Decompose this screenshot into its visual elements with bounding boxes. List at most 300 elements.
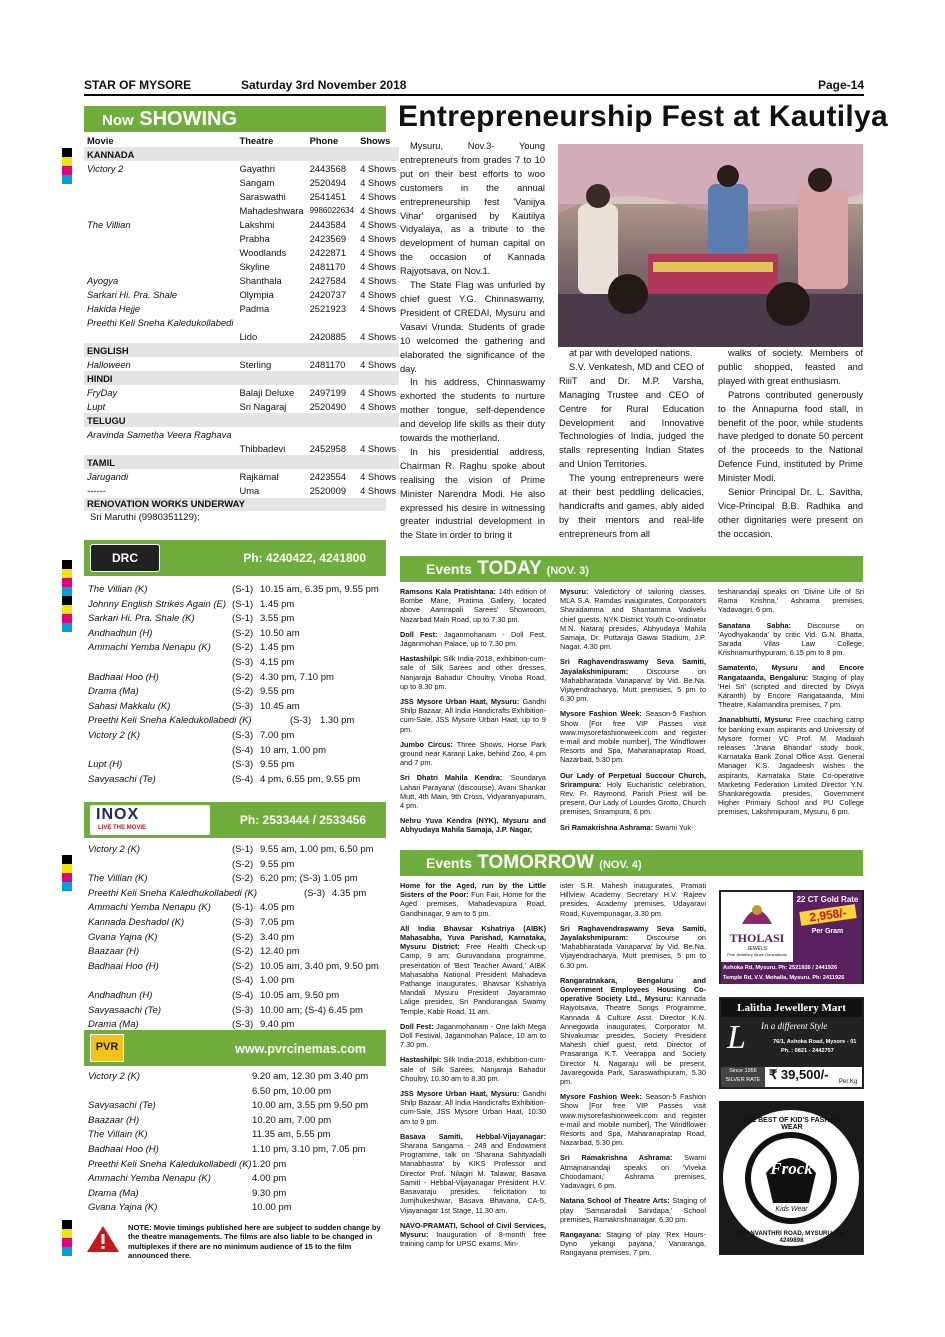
theatre-cell: [236, 315, 306, 329]
language-label: KANNADA: [84, 147, 399, 161]
screen-number: (S-3): [232, 1019, 254, 1031]
show-times: 9.55 pm: [260, 759, 295, 771]
language-row: [84, 343, 399, 357]
schedule-row: [84, 932, 386, 947]
show-times: 7.00 pm: [260, 729, 295, 741]
schedule-row: [84, 844, 386, 859]
article-column-2: [559, 347, 704, 542]
schedule-row: [84, 599, 386, 614]
gold-rate-title: 22 CT Gold Rate: [796, 895, 859, 904]
screen-number: (S-2): [232, 946, 254, 958]
registration-marks: [62, 1220, 72, 1256]
schedule-row: [84, 657, 386, 672]
phone-cell: 2423569: [309, 232, 347, 244]
shows-cell: 4 Shows: [360, 400, 397, 412]
drc-banner: [84, 540, 386, 576]
event-details: Staging of play 'Rex Hours-Dyno yekangi payana,' Vanaranga, Rangayana premises, 7 pm.: [560, 1229, 706, 1258]
schedule-row: [84, 642, 386, 657]
movie-name: Ammachi Yemba Nenapu (K): [88, 902, 211, 914]
language-label: TAMIL: [84, 455, 399, 469]
show-times: 1.10 pm, 3.10 pm, 7.05 pm: [252, 1143, 366, 1155]
children-at-stall-image: [558, 144, 863, 347]
theatre-cell: Saraswathi: [239, 190, 286, 202]
event-item: [560, 771, 706, 817]
movie-name: Gvana Yajna (K): [88, 1202, 158, 1214]
tholasi-jewels-ad[interactable]: [719, 890, 864, 984]
screen-number: (S-4): [232, 744, 254, 756]
language-row: [84, 371, 399, 385]
schedule-row: [84, 730, 386, 745]
event-organiser: Sanatana Sabha:: [718, 620, 791, 630]
article-paragraph: The State Flag was unfurled by chief guest Y.G. Chinnaswamy, President of CREDAI, Mysuru and Vasavi Vrunda. Students of grade 10 welcomed the gathering and elaborated the significance of the day.: [400, 280, 545, 374]
show-times: 4.15 pm: [260, 656, 295, 668]
event-item: [560, 1092, 706, 1147]
show-times: 10.50 am: [260, 627, 300, 639]
table-row: [84, 385, 399, 399]
theatre-cell: Sterling: [239, 358, 272, 370]
event-item: [718, 621, 864, 658]
movie-name: Johnny English Strikes Again (E): [88, 598, 226, 610]
registration-marks: [62, 855, 72, 891]
phone-cell: 2427584: [309, 274, 347, 286]
schedule-row: [84, 946, 386, 961]
movie-name: Preethi Keli Sneha Kaledukollabedi (K): [88, 715, 252, 727]
movie-cell: ------: [87, 484, 106, 496]
article-column-1: [400, 140, 545, 543]
event-organiser: Sri Ramakrishna Ashrama:: [560, 822, 654, 832]
phone-cell: 2520490: [309, 400, 347, 412]
schedule-row: [84, 1129, 386, 1144]
event-item: [400, 587, 546, 624]
event-organiser: Sri Ramakrishna Ashrama:: [560, 1153, 673, 1163]
movie-name: The Villian (K): [88, 584, 148, 595]
events-label: Events: [426, 561, 472, 577]
movie-name: Andhadhun (H): [88, 989, 153, 1001]
movie-name: Drama (Ma): [88, 1019, 139, 1031]
movie-cell: [84, 231, 236, 245]
movie-name: Ammachi Yemba Nenapu (K): [88, 642, 211, 654]
note-text: NOTE: Movie timings published here are subject to sudden change by the theatre managements. The films are also liable to be changed in multiplexes if there are no minimum audience of 15 to the film announced there.: [128, 1223, 381, 1261]
phone-cell: 9986022634: [309, 205, 355, 215]
show-times: 4.05 pm: [260, 902, 295, 914]
theatre-cell: Woodlands: [239, 246, 287, 258]
event-details: Sharana Sangama - 249 and Endowment Programme, talk on 'Sharana Sahityadalli Manabhastra' by KIKS Professor and Director Prof. Nilagiri M. Talawar, Basava Samiti - Hebbal-Vijayanagar President H.V. Basavaraju presides, felicitation to Jumjhukeshwar, Basava Bhavana, CA-5, Vijayanagar 1st Stage, 11.30 am.: [400, 1141, 546, 1215]
event-details: Holy Eucharistic celebration, Rev. Fr. Raymond, Parish Priest will be present, Our Lady of Lourdes Grotto, Church premises, Srirampura, 6 pm.: [560, 779, 706, 817]
movie-cell: [84, 329, 236, 343]
show-times: 6.50 pm, 10.00 pm: [252, 1085, 332, 1097]
event-details: Discourse on 'Mahabharatada Vanaparva' by Vid. Be.Na. Vijayendracharya, Mutt premises, 5 pm to 6.30 pm.: [560, 933, 706, 970]
event-details: Silk India-2018, exhibition-cum-sale of Silk Sarees and other dresses, Nanjaraja Bahadur Choultry, Vinoba Road, up to 8.30 pm.: [400, 654, 546, 691]
table-row: [84, 273, 399, 287]
event-item: [560, 976, 706, 1086]
article-paragraph: S.V. Venkatesh, MD and CEO of RiiiT and Dr. M.P. Varsha, Managing Trustee and CEO of Centre for Rural Education Development and Innovative Technologies of India, judged the stalls representing Indian States and Union Territories.: [559, 361, 704, 470]
article-paragraph: Patrons contributed generously to the Annapurna food stall, in benefit of the poor, while students have pledged to donate 50 percent of the proceeds to the National Defence Fund, instituted by Prime Minister Modi.: [718, 389, 863, 484]
events-label: Events: [426, 855, 472, 871]
theatre-cell: Sangam: [239, 176, 275, 188]
show-times: 10.20 am, 7.00 pm: [252, 1114, 332, 1126]
screen-number: (S-2): [232, 931, 254, 943]
phone-cell: 2420737: [309, 288, 347, 300]
event-item: [560, 881, 706, 918]
event-organiser: Sri Raghavendraswamy Seva Samiti, Jayalakshmipuram:: [560, 923, 706, 943]
table-row: [84, 329, 399, 343]
event-details: Three Shows, Horse Park ground near Karanji Lake, behind Zoo, 4 pm and 7 pm.: [400, 739, 546, 768]
event-organiser: JSS Mysore Urban Haat, Mysuru:: [400, 697, 520, 707]
event-organiser: Mysuru:: [560, 587, 589, 596]
event-item: [400, 881, 546, 918]
language-label: TELUGU: [84, 413, 399, 427]
language-row: [84, 147, 399, 161]
event-organiser: Hastashilpi:: [400, 654, 442, 664]
event-details: 14th edition of Bombe Mane, Pratima Gallery, located above Aamrapali Sarees' Showroom, Nazarbad Main Road, up to 7.30 pm.: [400, 587, 546, 624]
inox-schedule: [84, 844, 386, 1034]
show-times: 9.40 pm: [260, 1019, 295, 1031]
shows-cell: [357, 315, 399, 329]
events-today-column-3: [718, 587, 864, 823]
inox-phone: Ph: 2533444 / 2533456: [239, 813, 366, 827]
screen-number: (S-4): [232, 975, 254, 987]
event-details: Free coaching camp for banking exam aspirants and University of Mysore former VC Prof. M. Madaiah releases 'Jnana Bhandar' study book, Karnataka Bank Zonal Office Asst. General Manager K.S. Jagadeesh wishes the aspirants, Karnataka State Co-operative Marketing Federation Limited Director Y.N. Shankaregowda presides, Government Higher Primary School and PU College premises, Lakshmipuram, Mysuru, 6 pm.: [718, 715, 865, 817]
movie-name: Ammachi Yemba Nenapu (K): [88, 1173, 211, 1185]
drc-logo: DRC: [90, 544, 160, 572]
article-paragraph: Senior Principal Dr. L. Savitha, Vice-Principal B.B. Radhika and other dignitaries were present on the occasion.: [718, 487, 863, 539]
show-times: 9.55 pm: [260, 858, 295, 870]
silver-rate-unit: Per Kg: [839, 1079, 858, 1085]
schedule-row: [84, 917, 386, 932]
table-row: [84, 469, 399, 483]
movie-name: Savyasachi (Te): [88, 773, 156, 785]
schedule-row: [84, 1086, 386, 1101]
movie-cell: [84, 259, 236, 273]
renovation-theatre: Sri Maruthi (9980351129);: [90, 512, 200, 523]
col-shows: Shows: [357, 133, 399, 147]
theatre-cell: Uma: [239, 484, 260, 496]
schedule-row: [84, 774, 386, 789]
event-organiser: All India Bhavsar Kshatriya (AIBK) Mahasabha, Yuva Parishad, Karnataka, Mysuru District:: [400, 923, 546, 952]
screen-number: (S-1): [232, 584, 254, 595]
shows-cell: 4 Shows: [360, 190, 397, 202]
shows-cell: 4 Shows: [360, 330, 397, 342]
movie-name: Badhaai Hoo (H): [88, 1143, 159, 1155]
show-times: 3.40 pm: [260, 931, 295, 943]
theatre-cell: Shanthala: [239, 274, 282, 286]
event-item: [718, 715, 864, 816]
event-organiser: Rangayana:: [560, 1229, 602, 1239]
movie-name: The Villian (K): [88, 873, 148, 885]
phone-cell: 2481170: [309, 260, 346, 272]
shows-cell: 4 Shows: [360, 204, 397, 216]
event-item: [560, 1230, 706, 1258]
movie-name: Baazaar (H): [88, 946, 140, 958]
screen-number: (S-2): [232, 858, 254, 870]
event-organiser: Doll Fest:: [400, 1021, 434, 1031]
event-details: Gandhi Shilp Bazaar, All India Handicrafts Exhibition-cum-Sale, JSS Mysore Urban Haat, 10.30 am to 9 pm.: [400, 1089, 546, 1126]
schedule-row: [84, 672, 386, 687]
movie-cell: [84, 203, 236, 217]
screen-number: (S-1): [232, 613, 254, 625]
table-row: [84, 161, 399, 175]
show-times: 1.20 pm: [252, 1158, 287, 1170]
article-paragraph: In his address, Chinnaswamy exhorted the students to nurture mother tongue, self-dependence and develop life skills as their duty towards the motherland.: [400, 377, 545, 444]
events-tomorrow-column-2: [560, 881, 706, 1264]
table-row: [84, 231, 399, 245]
show-times: 10.45 am: [260, 700, 300, 712]
event-details: Season-5 Fashion Show [For free VIP Passes visit www.mysorefashionweek.com and register e-mail and mobile number], The Windflower Resorts and Spa, Maharanapratap Road, Nazarbad, 5.30 pm.: [560, 1092, 706, 1148]
table-row: [84, 259, 399, 273]
screen-number: (S-2): [232, 960, 254, 972]
movie-cell: Jarugandi: [87, 470, 129, 482]
movie-name: Victory 2 (K): [88, 729, 141, 741]
table-row: [84, 245, 399, 259]
movie-name: Victory 2 (K): [88, 844, 141, 855]
event-item: [400, 1221, 546, 1249]
lalitha-phone: Ph. : 0821 - 2442757: [781, 1048, 834, 1054]
movie-name: Preethi Keli Sneha Kaledukollabedi (K): [88, 1158, 252, 1170]
show-times: 9.55 pm: [260, 686, 295, 698]
movie-cell: [84, 175, 236, 189]
peacock-logo-icon: [737, 896, 777, 926]
phone-cell: 2481170: [309, 358, 346, 370]
schedule-row: [84, 745, 386, 760]
movie-name: Drama (Ma): [88, 1187, 139, 1199]
schedule-row: [84, 1159, 386, 1174]
screen-number: (S-3): [232, 916, 254, 928]
event-details: Discourse on 'Ayodhyakanda' by critic Vid. G.N. Bhatta, Sarada Vilas Law College, Krishnamurthypuram, 6.15 pm to 8 pm.: [718, 620, 864, 658]
tomorrow-date: (NOV. 4): [599, 859, 642, 871]
event-item: [560, 587, 706, 651]
phone-cell: 2422871: [309, 246, 347, 258]
now-showing-heading: [84, 106, 386, 132]
event-details: Jaganmohanam - One lakh Mega Doll Festival, Jaganmohan Palace, 10 am to 7.30 pm.: [400, 1021, 547, 1050]
event-item: [560, 657, 706, 703]
event-organiser: Home for the Aged, run by the Little Sisters of the Poor:: [400, 881, 546, 900]
table-header-row: [84, 133, 399, 147]
theatre-cell: Thibbadevi: [239, 442, 286, 454]
pvr-schedule: [84, 1071, 386, 1217]
schedule-row: [84, 613, 386, 628]
movie-name: Drama (Ma): [88, 686, 139, 698]
show-times: 10.05 am, 9.50 pm: [260, 989, 340, 1001]
event-item: [400, 740, 546, 768]
screen-number: (S-4): [232, 773, 254, 785]
gold-rate-unit: Per Gram: [811, 928, 844, 935]
schedule-row: [84, 1005, 386, 1020]
screen-number: (S-3): [290, 715, 312, 727]
pvr-banner: [84, 1030, 386, 1066]
show-times: 4.35 pm: [332, 887, 367, 899]
schedule-row: [84, 628, 386, 643]
lalitha-address: 76/1, Ashoka Road, Mysore - 01: [773, 1039, 857, 1045]
shows-cell: 4 Shows: [360, 484, 397, 496]
page-number: Page-14: [817, 78, 864, 92]
show-times: 9.20 am, 12.30 pm 3.40 pm: [252, 1071, 369, 1082]
paper-name: STAR OF MYSORE: [84, 78, 192, 92]
lalitha-tagline: In a different Style: [761, 1021, 828, 1031]
screen-number: (S-3): [304, 887, 326, 899]
page-header: [84, 78, 864, 96]
event-details: ister S.R. Mahesh inaugurates, Pramati Hillview Academy Secretary H.V. Rajeev presides, Academy premises, Udayaravi Road, Kuvempunagar, 3.30 pm.: [560, 881, 706, 918]
now-showing-table: [84, 133, 399, 497]
event-details: Free Health Check-up Camp, 9 am; Guruvandana programme, presentation of 'Best Teacher Award,' AIBK Mahasabha National President Mahadeva Pathange inaugurates, Bhavsar Kshatriya Mandali Mysuru President Jayaramrao Lalige presides, Sri Pandurangaa Swamy Temple, Kabir Road, 11 am.: [400, 942, 546, 1016]
event-organiser: Basava Samiti, Hebbal-Vijayanagar:: [400, 1131, 546, 1141]
schedule-row: [84, 1100, 386, 1115]
phone-cell: 2443584: [309, 218, 347, 230]
table-row: [84, 427, 399, 441]
today-date: (NOV. 3): [546, 565, 589, 577]
event-details: Staging of play 'Samsaradali Sanidapa,' School premises, Ramakrishnanagar, 6.30 pm.: [560, 1196, 706, 1224]
event-item: [718, 663, 864, 709]
events-tomorrow-column-1: [400, 881, 546, 1254]
phone-cell: 2443568: [309, 162, 347, 174]
movie-name: Badhaai Hoo (H): [88, 960, 159, 972]
timings-note: [84, 1222, 386, 1261]
event-item: [400, 1132, 546, 1215]
movie-name: Sahasi Makkalu (K): [88, 700, 171, 712]
theatre-cell: Sri Nagaraj: [239, 400, 287, 412]
movie-cell: [84, 245, 236, 259]
events-today-heading: [400, 556, 863, 582]
col-movie: Movie: [84, 133, 236, 147]
show-times: 4.00 pm: [252, 1173, 287, 1185]
movie-cell: Aravinda Sametha Veera Raghava: [87, 428, 232, 440]
frock-kidswear-ad[interactable]: [719, 1101, 864, 1255]
theatre-cell: Gayathri: [239, 162, 275, 174]
event-item: [400, 1055, 546, 1083]
drc-schedule: [84, 584, 386, 788]
table-row: [84, 203, 399, 217]
event-item: [400, 816, 546, 834]
phone-cell: 2520009: [309, 484, 347, 496]
schedule-row: [84, 961, 386, 976]
screen-number: (S-1): [232, 844, 254, 855]
heading-showing: SHOWING: [139, 108, 238, 130]
show-times: 1.00 pm: [260, 975, 295, 987]
tomorrow-label: TOMORROW: [477, 852, 595, 873]
movie-name: Preethi Keli Sneha Kaledhukollabedi (K): [88, 887, 257, 899]
event-details: Valedictory of tailoring classes, MLA S.A. Ramdas inaugurates, Corporators Sharadamma and Shantamma Vadivelu chief guests, NYK District Youth Co-ordinator M.N. Nataraj presides, Abhyudaya Mahila Samaja, Dr. Puttaraja Gawai Stadium, J.P. Nagar, 4.30 pm.: [560, 587, 706, 652]
event-details: Inauguration of 8-month free training camp for UPSC exams, Min-: [400, 1229, 546, 1249]
show-times: 1.45 pm: [260, 642, 295, 654]
registration-marks: [62, 148, 72, 184]
shows-cell: 4 Shows: [360, 162, 397, 174]
show-times: 6.20 pm; (S-3) 1.05 pm: [260, 873, 358, 885]
screen-number: (S-2): [232, 873, 254, 885]
schedule-row: [84, 1144, 386, 1159]
movie-cell: FryDay: [87, 386, 118, 398]
inox-tagline: LIVE THE MOVIE: [98, 825, 147, 831]
phone-cell: [307, 315, 358, 329]
movie-cell: Victory 2: [87, 162, 124, 174]
screen-number: (S-3): [232, 700, 254, 712]
schedule-row: [84, 990, 386, 1005]
event-item: [400, 1089, 546, 1126]
theatre-cell: Padma: [239, 302, 270, 314]
movie-name: Savyasaachi (Te): [88, 1004, 162, 1016]
schedule-row: [84, 859, 386, 874]
phone-cell: 2420885: [309, 330, 347, 342]
movie-cell: Ayogya: [87, 274, 119, 286]
pvr-logo: PVR: [90, 1034, 124, 1062]
theatre-cell: [236, 427, 306, 441]
event-organiser: Sri Dhatri Mahila Kendra:: [400, 773, 503, 783]
event-details: 'Soundarya Lahari Parayana' (discourse), Avani Shankar Mutt, 4th Main, 9th Cross, Vidyaranyapuram, 4 pm.: [400, 773, 546, 811]
table-row: [84, 287, 399, 301]
shows-cell: 4 Shows: [360, 288, 397, 300]
renovation-title: RENOVATION WORKS UNDERWAY: [84, 498, 386, 511]
lalitha-since: Since 1956: [729, 1068, 757, 1074]
theatre-cell: Prabha: [239, 232, 270, 244]
show-times: 1.30 pm: [320, 715, 355, 727]
phone-cell: 2452958: [309, 442, 347, 454]
col-theatre: Theatre: [236, 133, 306, 147]
events-today-column-2: [560, 587, 706, 838]
schedule-row: [84, 888, 386, 903]
show-times: 7.05 pm: [260, 916, 295, 928]
registration-marks: [62, 560, 72, 632]
event-photo: [558, 144, 863, 347]
schedule-row: [84, 1173, 386, 1188]
schedule-row: [84, 873, 386, 888]
language-label: HINDI: [84, 371, 399, 385]
phone-cell: [307, 427, 358, 441]
lalitha-monogram: L: [727, 1019, 746, 1056]
event-organiser: Doll Fest:: [400, 629, 438, 639]
issue-date: Saturday 3rd November 2018: [241, 78, 407, 92]
table-row: [84, 175, 399, 189]
schedule-row: [84, 701, 386, 716]
tholasi-sub: JEWELS: [746, 946, 767, 952]
movie-name: Savyasachi (Te): [88, 1100, 156, 1112]
movie-name: Victory 2 (K): [88, 1071, 141, 1082]
show-times: 10.00 pm: [252, 1202, 292, 1214]
phone-cell: 2521923: [309, 302, 347, 314]
shows-cell: 4 Shows: [360, 176, 397, 188]
movie-name: Gvana Yajna (K): [88, 931, 158, 943]
movie-cell: Hakida Hejje: [87, 302, 141, 314]
show-times: 10.05 am, 3.40 pm, 9.50 pm: [260, 960, 379, 972]
movie-name: Andhadhun (H): [88, 627, 153, 639]
lalitha-name: Lalitha Jewellery Mart: [721, 999, 862, 1017]
theatre-cell: Balaji Deluxe: [239, 386, 295, 398]
schedule-row: [84, 1115, 386, 1130]
shows-cell: 4 Shows: [360, 232, 397, 244]
shows-cell: 4 Shows: [360, 386, 397, 398]
show-times: 1.45 pm: [260, 598, 295, 610]
phone-cell: 2497199: [309, 386, 347, 398]
screen-number: (S-1): [232, 902, 254, 914]
warning-icon: [86, 1224, 120, 1254]
show-times: 4.30 pm, 7.10 pm: [260, 671, 334, 683]
movie-cell: Preethi Keli Sneha Kaledukollabedi: [87, 316, 234, 328]
shows-cell: 4 Shows: [360, 260, 397, 272]
today-label: TODAY: [477, 558, 542, 579]
language-row: [84, 413, 399, 427]
frock-ring-text: THE BEST OF KID'S FASHION WEAR: [742, 1117, 842, 1131]
event-details: Swami Atmajnanandaji speaks on 'Viveka Choodamani,' Ashrama premises, Yadavagiri, 6 pm.: [560, 1153, 706, 1191]
events-today-column-1: [400, 587, 546, 841]
event-details: Jaganmohanam - Doll Fest, Jaganmohan Palace, up to 7.30 pm.: [400, 629, 546, 649]
theatre-cell: Lido: [239, 330, 258, 342]
event-item: [560, 1196, 706, 1224]
movie-name: Kannada Deshadol (K): [88, 916, 185, 928]
movie-cell: Lupt: [87, 400, 106, 412]
article-column-3: [718, 347, 863, 542]
show-times: 9.30 pm: [252, 1187, 287, 1199]
pvr-url[interactable]: www.pvrcinemas.com: [235, 1042, 366, 1056]
lalitha-jewellery-ad[interactable]: [719, 997, 864, 1089]
event-details: Staging of play 'Hei Sri' (scripted and directed by Divya Karanth) by Encore Rangataanda, Mini Theatre, Kalamandira premises, 7 pm.: [718, 672, 864, 710]
event-item: [400, 654, 546, 691]
